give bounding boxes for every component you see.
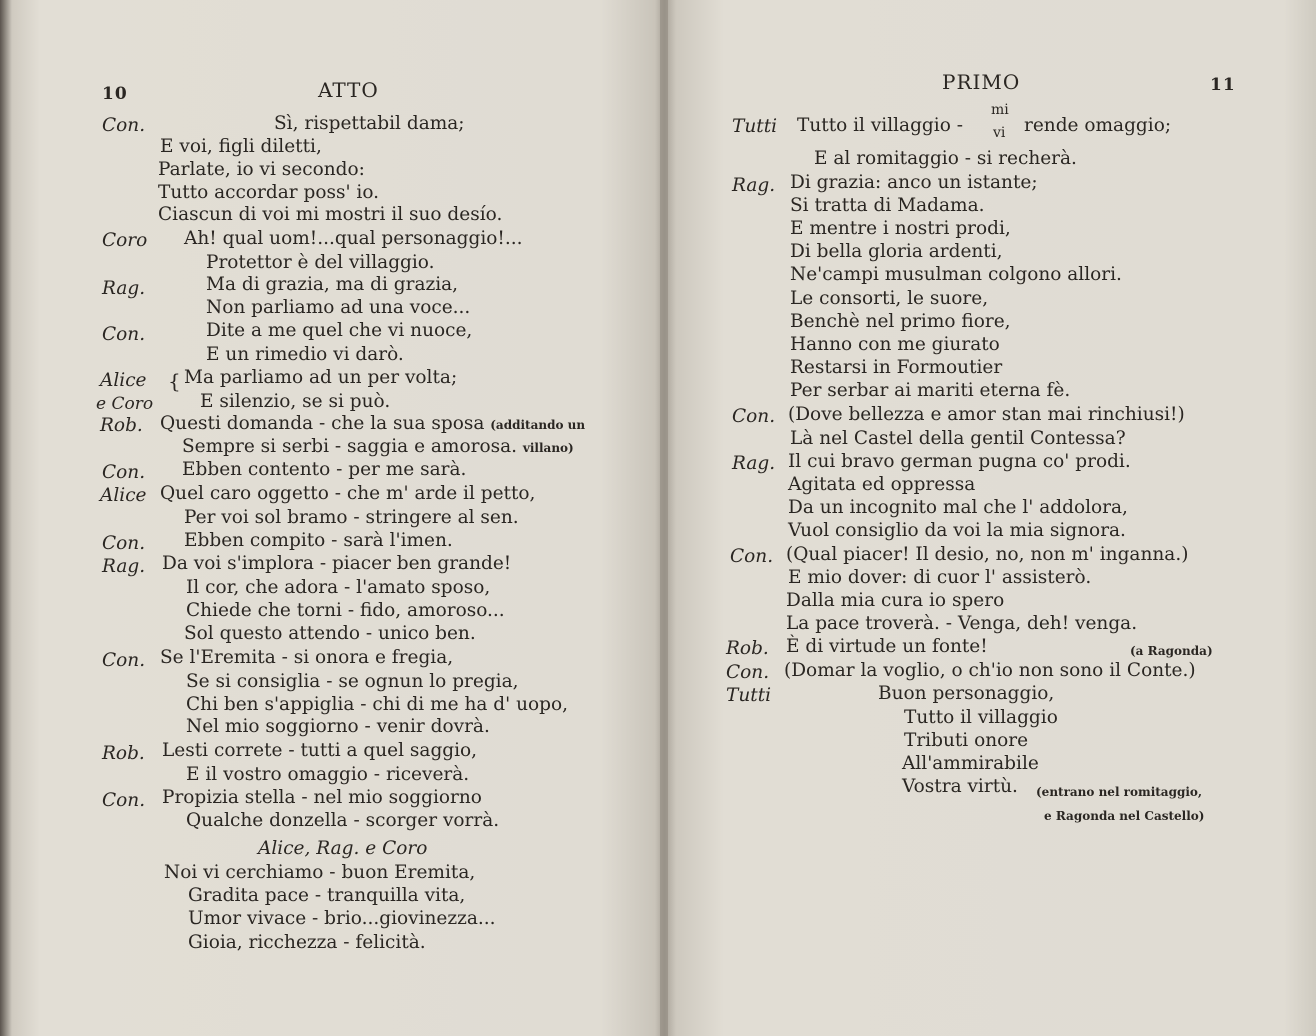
speaker: Con. (102, 790, 146, 811)
verse-line: Buon personaggio, (878, 683, 1055, 704)
speaker: Rag. (732, 453, 776, 474)
speaker: Rob. (726, 638, 769, 659)
verse-line: Quel caro oggetto - che m' arde il petto, (160, 483, 536, 504)
verse-line: Umor vivace - brio...giovinezza... (188, 908, 496, 929)
verse-line: Di grazia: anco un istante; (790, 172, 1038, 193)
speaker: Alice (100, 485, 147, 506)
verse-line: Tributi onore (904, 730, 1029, 751)
speaker: Con. (730, 546, 774, 567)
speaker: Tutti (732, 116, 778, 137)
verse-line: Propizia stella - nel mio soggiorno (162, 787, 482, 808)
verse-line: (Qual piacer! Il desio, no, non m' inganna.) (786, 544, 1189, 565)
verse-line: Hanno con me giurato (790, 334, 1000, 355)
speaker: Con. (102, 324, 146, 345)
verse-line: Lesti correte - tutti a quel saggio, (162, 740, 478, 761)
running-head-right: PRIMO (942, 70, 1021, 94)
speaker: Con. (726, 662, 770, 683)
verse-line: Ma di grazia, ma di grazia, (206, 274, 459, 295)
chorus-heading: Alice, Rag. e Coro (258, 838, 428, 859)
verse-line: La pace troverà. - Venga, deh! venga. (786, 613, 1138, 634)
verse-line: Qualche donzella - scorger vorrà. (186, 810, 500, 831)
speaker: Con. (102, 650, 146, 671)
verse-line: E voi, figli diletti, (160, 136, 322, 157)
verse-line: Tutto il villaggio (904, 707, 1058, 728)
verse-line: Si tratta di Madama. (790, 195, 985, 216)
verse-line: All'ammirabile (902, 753, 1039, 774)
stacked-pronoun-bottom: vi (993, 125, 1006, 141)
verse-line: Tutto accordar poss' io. (158, 182, 380, 203)
speaker: Rag. (732, 175, 776, 196)
verse-line: E mentre i nostri prodi, (790, 218, 1011, 239)
speaker: Tutti (726, 685, 772, 706)
verse-line: Parlate, io vi secondo: (158, 159, 365, 180)
stage-direction: (entrano nel romitaggio, (1036, 785, 1203, 799)
verse-line: Se l'Eremita - si onora e fregia, (160, 647, 454, 668)
speaker: Coro (102, 230, 148, 251)
verse-line: Chiede che torni - fido, amoroso... (186, 600, 505, 621)
verse-line: Agitata ed oppressa (788, 474, 976, 495)
verse-line: rende omaggio; (1024, 115, 1172, 136)
stage-direction: (a Ragonda) (1130, 644, 1213, 658)
verse-line: Dite a me quel che vi nuoce, (206, 320, 473, 341)
verse-text: Sempre si serbi - saggia e amorosa. (182, 436, 517, 457)
verse-line: Là nel Castel della gentil Contessa? (790, 428, 1126, 449)
verse-line: (Domar la voglio, o ch'io non sono il Conte.) (784, 660, 1196, 681)
verse-line: E silenzio, se si può. (200, 391, 391, 412)
speaker: Alice (100, 370, 147, 391)
verse-line: Se si consiglia - se ognun lo pregia, (186, 671, 519, 692)
verse-line: Ciascun di voi mi mostri il suo desío. (158, 204, 503, 225)
verse-line: Da voi s'implora - piacer ben grande! (162, 553, 512, 574)
verse-line: Per voi sol bramo - stringere al sen. (184, 507, 519, 528)
speaker: e Coro (96, 394, 154, 414)
speaker: Con. (732, 406, 776, 427)
verse-line: Restarsi in Formoutier (790, 357, 1003, 378)
verse-line: Nel mio soggiorno - venir dovrà. (186, 716, 490, 737)
verse-line: Ebben compito - sarà l'imen. (184, 530, 453, 551)
stage-direction: (additando un (490, 418, 586, 432)
stacked-pronoun-top: mi (991, 102, 1009, 118)
verse-line: E un rimedio vi darò. (206, 344, 404, 365)
book-gutter (660, 0, 668, 1036)
speaker: Rag. (102, 556, 146, 577)
verse-line: Dalla mia cura io spero (786, 590, 1005, 611)
verse-line: Sì, rispettabil dama; (274, 113, 465, 134)
running-head-left: ATTO (318, 78, 379, 102)
verse-line: Sol questo attendo - unico ben. (184, 623, 476, 644)
verse-line: E al romitaggio - si recherà. (814, 148, 1077, 169)
verse-line: Ma parliamo ad un per volta; (184, 367, 458, 388)
verse-line: Ne'campi musulman colgono allori. (790, 264, 1122, 285)
verse-line: E mio dover: di cuor l' assisterò. (788, 567, 1092, 588)
verse-line: Protettor è del villaggio. (206, 252, 435, 273)
speaker: Con. (102, 115, 146, 136)
verse-line: Le consorti, le suore, (790, 288, 989, 309)
stage-direction: villano) (522, 441, 574, 455)
verse-line: Il cui bravo german pugna co' prodi. (788, 451, 1131, 472)
verse-line: Noi vi cerchiamo - buon Eremita, (164, 862, 476, 883)
verse-line: Gioia, ricchezza - felicità. (188, 932, 426, 953)
speaker: Con. (102, 462, 146, 483)
page-number-right: 11 (1210, 75, 1236, 95)
verse-text: Questi domanda - che la sua sposa (160, 413, 485, 434)
speaker: Rob. (102, 743, 145, 764)
verse-line: Di bella gloria ardenti, (790, 241, 1003, 262)
page-number-left: 10 (102, 84, 128, 104)
stage-direction: e Ragonda nel Castello) (1044, 809, 1205, 823)
verse-line: Tutto il villaggio - (797, 115, 963, 136)
verse-line: Gradita pace - tranquilla vita, (188, 885, 466, 906)
verse-line: Non parliamo ad una voce... (206, 297, 471, 318)
verse-line: E il vostro omaggio - riceverà. (186, 764, 470, 785)
verse-line: Chi ben s'appiglia - chi di me ha d' uopo, (186, 694, 569, 715)
speaker: Rag. (102, 278, 146, 299)
brace-glyph: { (168, 369, 181, 393)
verse-line (160, 413, 585, 436)
speaker: Con. (102, 533, 146, 554)
verse-line: È di virtude un fonte! (786, 636, 988, 657)
verse-line: Il cor, che adora - l'amato sposo, (186, 577, 491, 598)
verse-line: Vostra virtù. (902, 776, 1018, 797)
verse-line: Vuol consiglio da voi la mia signora. (788, 520, 1126, 541)
verse-line: Benchè nel primo fiore, (790, 311, 1011, 332)
verse-line: Ebben contento - per me sarà. (182, 459, 467, 480)
verse-line: Per serbar ai mariti eterna fè. (790, 380, 1071, 401)
verse-line (182, 436, 574, 459)
speaker: Rob. (100, 415, 143, 436)
verse-line: Da un incognito mal che l' addolora, (788, 497, 1128, 518)
verse-line: (Dove bellezza e amor stan mai rinchiusi!) (788, 404, 1185, 425)
verse-line: Ah! qual uom!...qual personaggio!... (184, 228, 523, 249)
